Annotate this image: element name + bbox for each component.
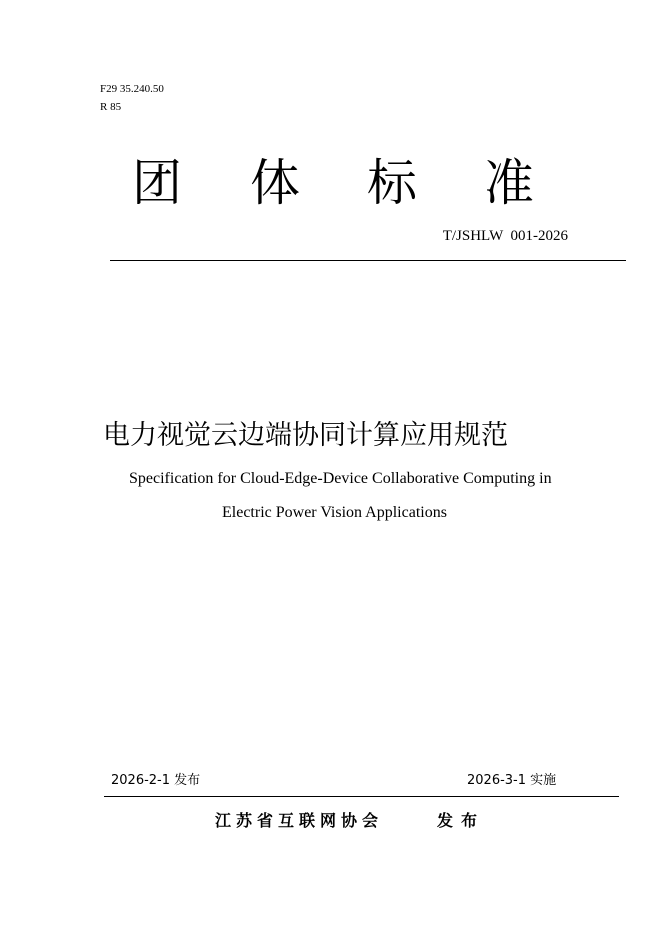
header-divider: [110, 260, 626, 261]
implement-date: 2026-3-1 实施: [467, 773, 557, 788]
standard-type-char: 团: [132, 154, 182, 212]
document-title-english-line1: Specification for Cloud-Edge-Device Collaborative Computing in: [129, 470, 552, 487]
classification-code-ics: R 85: [100, 101, 122, 113]
standard-number: T/JSHLW 001-2026: [442, 228, 568, 244]
publish-date: 2026-2-1 发布: [111, 773, 201, 788]
standard-type-char: 准: [484, 154, 534, 212]
document-title-english-line2: Electric Power Vision Applications: [222, 504, 447, 521]
classification-code-ccs: F29 35.240.50: [100, 83, 164, 95]
issue-label: 发布: [437, 811, 486, 830]
footer-divider: [104, 796, 619, 797]
document-title-chinese: 电力视觉云边端协同计算应用规范: [103, 420, 508, 451]
standard-type-heading: [0, 150, 662, 220]
standard-type-char: 体: [250, 154, 300, 212]
issuing-organization: 江苏省互联网协会: [215, 811, 384, 830]
standard-type-char: 标: [367, 154, 417, 212]
